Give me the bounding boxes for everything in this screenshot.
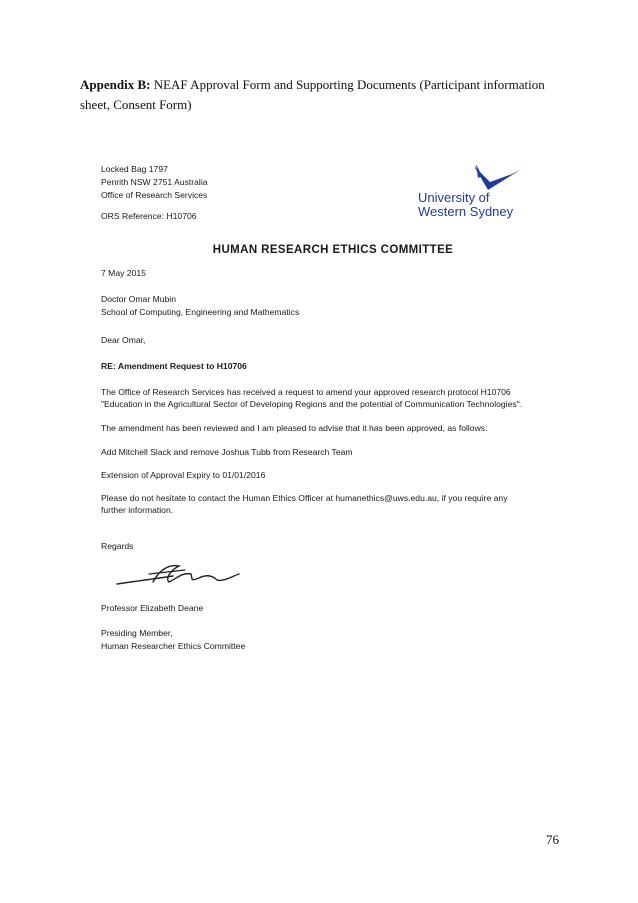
signatory-role-line-2: Human Researcher Ethics Committee (101, 641, 246, 651)
paragraph-3-line-2: further information. (101, 505, 174, 515)
page-number: 76 (546, 832, 559, 847)
logo-text-line2: Western Sydney (418, 204, 514, 219)
appendix-label: Appendix B: (80, 77, 151, 92)
logo-text-line1: University of (418, 190, 490, 205)
salutation: Dear Omar, (101, 335, 146, 345)
paragraph-3-line-1: Please do not hesitate to contact the Human Ethics Officer at humanethics@uws.edu.au, if you require any (101, 493, 508, 503)
signatory-role-line-1: Presiding Member, (101, 628, 173, 638)
committee-title (0, 244, 638, 256)
paragraph-1-line-1: The Office of Research Services has received a request to amend your approved research protocol H10706 (101, 387, 511, 397)
paragraph-2: The amendment has been reviewed and I am pleased to advise that it has been approved, as follows: (101, 423, 488, 433)
closing: Regards (101, 541, 134, 551)
signature (113, 560, 243, 590)
recipient-school: School of Computing, Engineering and Mathematics (101, 307, 300, 317)
address-line-2: Penrith NSW 2751 Australia (101, 177, 208, 187)
address-line-1: Locked Bag 1797 (101, 164, 168, 174)
appendix-title-line1: NEAF Approval Form and Supporting Documents (Participant information (150, 77, 545, 92)
paragraph-1-line-2: "Education in the Agricultural Sector of Developing Regions and the potential of Communication Technologies". (101, 399, 523, 409)
amendment-item-1: Add Mitchell Slack and remove Joshua Tubb from Research Team (101, 447, 353, 457)
subject-line: RE: Amendment Request to H10706 (101, 361, 247, 371)
appendix-heading (80, 75, 560, 115)
address-line-3: Office of Research Services (101, 190, 208, 200)
appendix-title-line2: sheet, Consent Form) (80, 97, 192, 112)
committee-title-text: HUMAN RESEARCH ETHICS COMMITTEE (212, 244, 454, 256)
university-logo (416, 160, 526, 222)
amendment-item-2: Extension of Approval Expiry to 01/01/2016 (101, 470, 266, 480)
ors-reference: ORS Reference: H10706 (101, 211, 197, 221)
signatory-name: Professor Elizabeth Deane (101, 603, 204, 613)
recipient-name: Doctor Omar Mubin (101, 294, 176, 304)
letter-date: 7 May 2015 (101, 268, 146, 278)
